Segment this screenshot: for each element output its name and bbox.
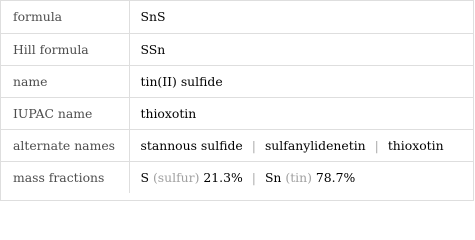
hill-formula-label: Hill formula [1,33,129,65]
alternate-names-value [129,129,473,161]
table-row-alternate-names [1,129,473,161]
table-row-hill-formula [1,33,473,65]
mass-fraction-tin: 78.7% [315,169,356,185]
separator: | [251,169,256,185]
iupac-name-label: IUPAC name [1,97,129,129]
name-label: name [1,65,129,97]
element-symbol-sulfur: S [140,169,149,185]
table-row-name [1,65,473,97]
alternate-name-1: stannous sulfide [140,137,243,153]
element-symbol-tin: Sn [264,169,282,185]
properties-table [1,1,473,193]
hill-formula-value: SSn [129,33,473,65]
name-value: tin(II) sulfide [129,65,473,97]
table-row-mass-fractions [1,161,473,193]
mass-fractions-label: mass fractions [1,161,129,193]
alternate-names-label: alternate names [1,129,129,161]
separator: | [251,137,256,153]
formula-label: formula [13,9,63,25]
table-row-formula [1,1,473,33]
iupac-name-value: thioxotin [129,97,473,129]
mass-fractions-value [129,161,473,193]
element-name-sulfur: (sulfur) [152,169,200,185]
alternate-name-3: thioxotin [387,137,444,153]
element-name-tin: (tin) [285,169,312,185]
table-row-iupac-name [1,97,473,129]
alternate-name-2: sulfanylidenetin [264,137,366,153]
separator: | [374,137,379,153]
formula-value: SnS [129,1,473,33]
mass-fraction-sulfur: 21.3% [203,169,243,185]
